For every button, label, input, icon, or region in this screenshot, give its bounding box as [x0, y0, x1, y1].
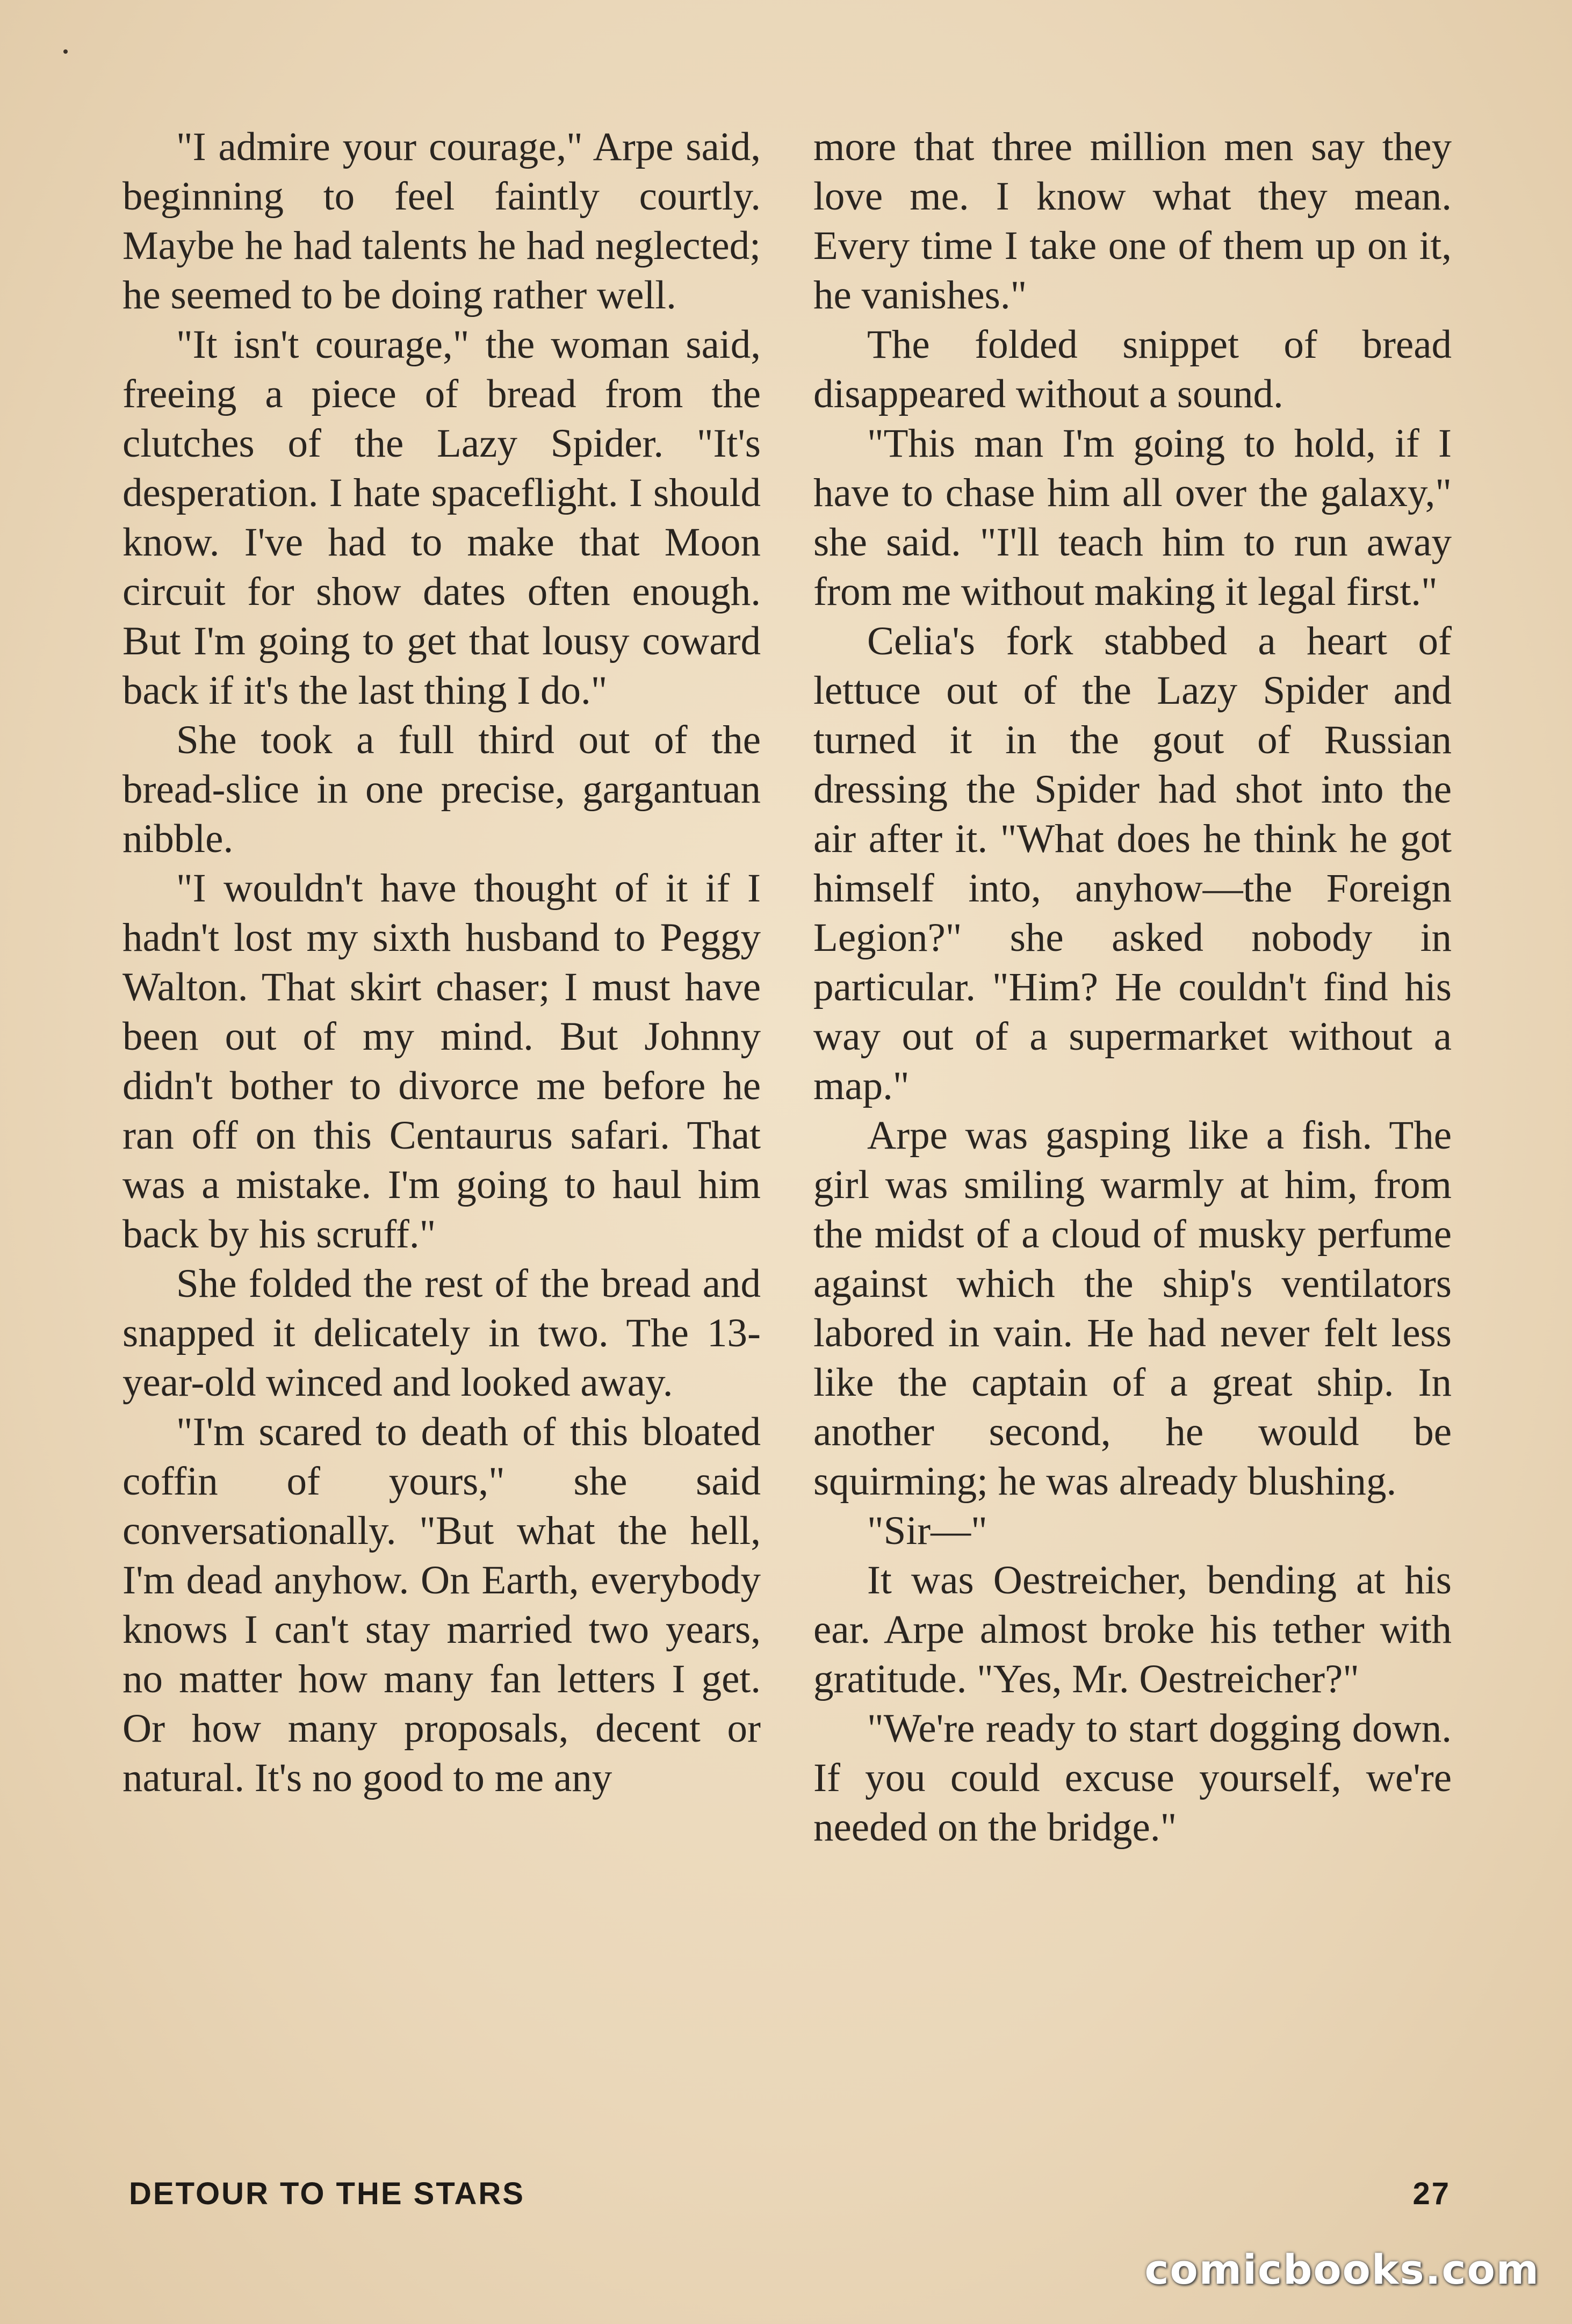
paragraph: She took a full third out of the bread-slice in one precise, gargantuan nibble.	[122, 718, 761, 861]
paragraph: She folded the rest of the bread and snapped it delicately in two. The 13-year-old winced and looked away.	[122, 1261, 761, 1405]
paragraph: "I'm scared to death of this bloated coffin of yours," she said conversationally. "But what the hell, I'm dead anyhow. On Earth, everybody knows I can't stay married two years, no matter how many fan letters I get. Or how many proposals, decent or natural. It's no good to me any	[122, 1410, 761, 1800]
watermark: comicbooks.com	[1144, 2246, 1540, 2293]
paragraph-continued: more that three million men say they love me. I know what they mean. Every time I take one of them up on it, he vanishes."	[813, 125, 1452, 317]
paragraph: The folded snippet of bread disappeared without a sound.	[813, 322, 1452, 416]
paragraph: "I wouldn't have thought of it if I hadn't lost my sixth husband to Peggy Walton. That skirt chaser; I must have been out of my mind. But Johnny didn't bother to divorce me before he ran off on this Centaurus safari. That was a mistake. I'm going to haul him back by his scruff."	[122, 866, 761, 1257]
paper-speck	[63, 49, 68, 54]
paragraph: "I admire your courage," Arpe said, beginning to feel faintly courtly. Maybe he had talents he had neglected; he seemed to be doing rather well.	[122, 125, 761, 317]
running-title: DETOUR TO THE STARS	[129, 2176, 525, 2211]
left-column	[122, 122, 761, 1803]
right-column	[813, 122, 1452, 1852]
page-number: 27	[1412, 2176, 1451, 2211]
paragraph: It was Oestreicher, bending at his ear. Arpe almost broke his tether with gratitude. "Yes, Mr. Oestreicher?"	[813, 1558, 1452, 1701]
paragraph: "We're ready to start dogging down. If you could excuse yourself, we're needed on the bridge."	[813, 1706, 1452, 1850]
paragraph: Arpe was gasping like a fish. The girl was smiling warmly at him, from the midst of a cloud of musky perfume against which the ship's ventilators labored in vain. He had never felt less like the captain of a great ship. In another second, he would be squirming; he was already blushing.	[813, 1113, 1452, 1504]
paragraph: Celia's fork stabbed a heart of lettuce out of the Lazy Spider and turned it in the gout of Russian dressing the Spider had shot into the air after it. "What does he think he got himself into, anyhow—the Foreign Legion?" she asked nobody in particular. "Him? He couldn't find his way out of a supermarket without a map."	[813, 619, 1452, 1108]
paragraph: "This man I'm going to hold, if I have to chase him all over the galaxy," she said. "I'll teach him to run away from me without making it legal first."	[813, 421, 1452, 614]
paragraph: "It isn't courage," the woman said, freeing a piece of bread from the clutches of the Lazy Spider. "It's desperation. I hate spaceflight. I should know. I've had to make that Moon circuit for show dates often enough. But I'm going to get that lousy coward back if it's the last thing I do."	[122, 322, 761, 713]
paragraph: "Sir—"	[867, 1509, 987, 1553]
